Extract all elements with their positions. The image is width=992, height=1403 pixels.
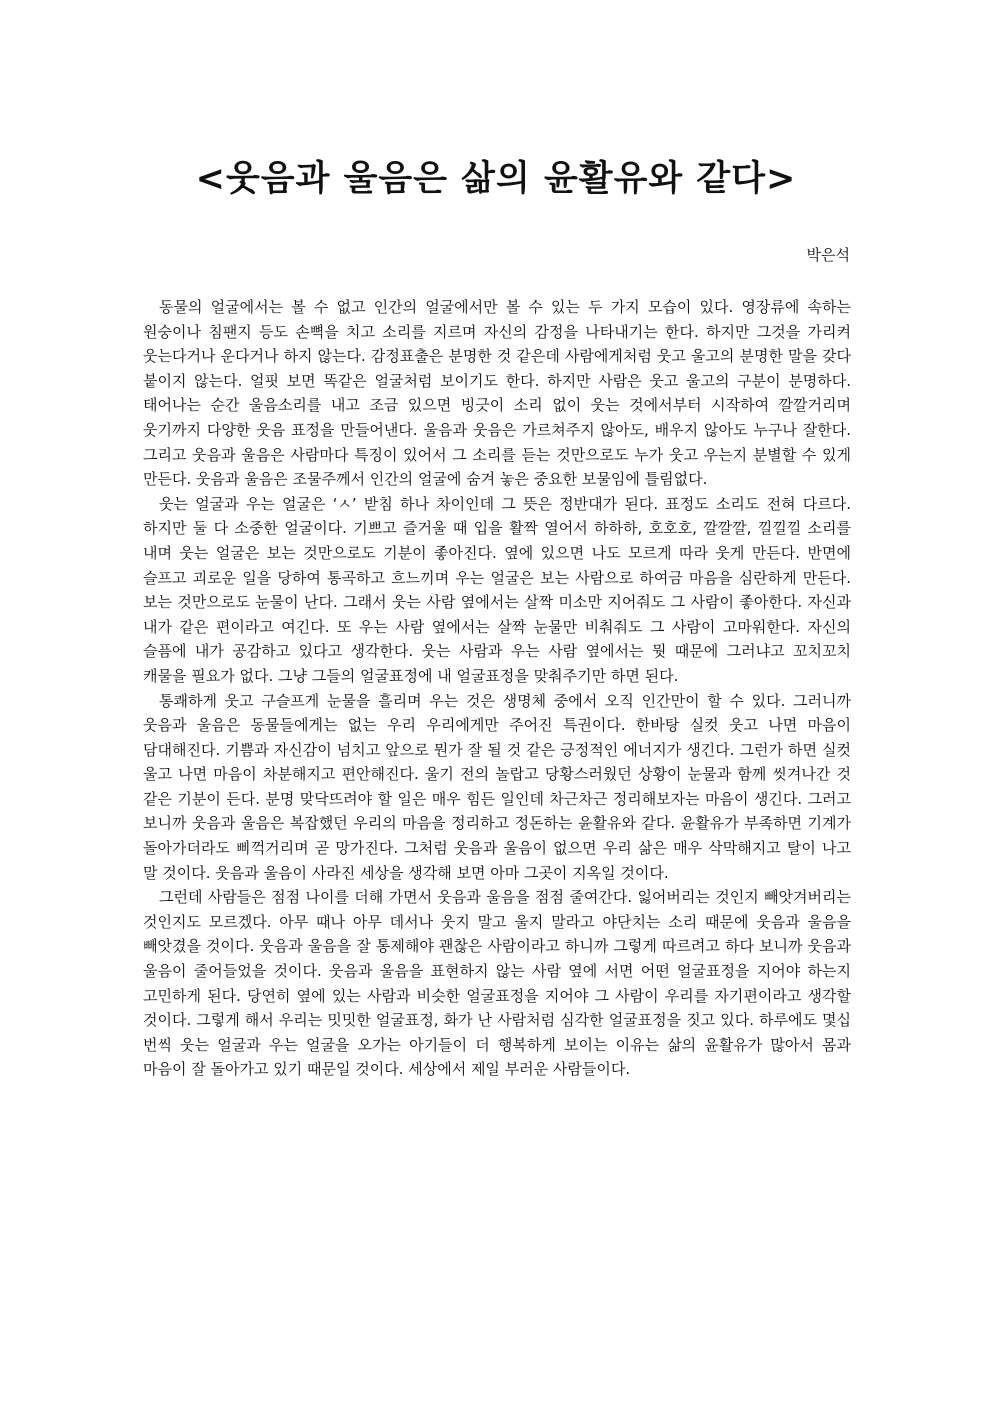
author-name: 박은석 [806, 246, 850, 264]
paragraph: 그런데 사람들은 점점 나이를 더해 가면서 웃음과 울음을 점점 줄여간다. 잃어버리는 것인지 빼앗겨버리는 것인지도 모르겠다. 아무 때나 아무 데서나 웃지 말고 울지 말라고 야단치는 소리 때문에 웃음과 울음을 빼앗겼을 것이다. 웃음과 울음을 잘 통제해야 괜찮은 사람이라고 하니까 그렇게 따르려고 하다 보니까 웃음과 울음이 줄어들었을 것이다. 웃음과 울음을 표현하지 않는 사람 옆에 서면 어떤 얼굴표정을 지어야 하는지 고민하게 된다. 당연히 옆에 있는 사람과 비슷한 얼굴표정을 지어야 그 사람이 우리를 자기편이라고 생각할 것이다. 그렇게 해서 우리는 밋밋한 얼굴표정, 화가 난 사람처럼 심각한 얼굴표정을 짓고 있다. 하루에도 몇십 번씩 웃는 얼굴과 우는 얼굴을 오가는 아기들이 더 행복하게 보이는 이유는 삶의 윤활유가 많아서 몸과 마음이 잘 돌아가고 있기 때문일 것이다. 세상에서 제일 부러운 사람들이다. [143, 888, 851, 1079]
document-body [143, 295, 851, 1082]
paragraph: 웃는 얼굴과 우는 얼굴은 ‘ㅅ’ 받침 하나 차이인데 그 뜻은 정반대가 된다. 표정도 소리도 전혀 다르다. 하지만 둘 다 소중한 얼굴이다. 기쁘고 즐거울 때 입을 활짝 열어서 하하하, 호호호, 깔깔깔, 낄낄낄 소리를 내며 웃는 얼굴은 보는 것만으로도 기분이 좋아진다. 옆에 있으면 나도 모르게 따라 웃게 만든다. 반면에 슬프고 괴로운 일을 당하여 통곡하고 흐느끼며 우는 얼굴은 보는 사람으로 하여금 마음을 심란하게 만든다. 보는 것만으로도 눈물이 난다. 그래서 웃는 사람 옆에서는 살짝 미소만 지어줘도 그 사람이 좋아한다. 자신과 내가 같은 편이라고 여긴다. 또 우는 사람 옆에서는 살짝 눈물만 비춰줘도 그 사람이 고마워한다. 자신의 슬픔에 내가 공감하고 있다고 생각한다. 웃는 사람과 우는 사람 옆에서는 뭣 때문에 그러냐고 꼬치꼬치 캐물을 필요가 없다. 그냥 그들의 얼굴표정에 내 얼굴표정을 맞춰주기만 하면 된다. [143, 494, 851, 685]
document-title: <웃음과 울음은 삶의 윤활유와 같다> [195, 159, 797, 199]
paragraph: 동물의 얼굴에서는 볼 수 없고 인간의 얼굴에서만 볼 수 있는 두 가지 모습이 있다. 영장류에 속하는 원숭이나 침팬지 등도 손뼉을 치고 소리를 지르며 자신의 감정을 나타내기는 한다. 하지만 그것을 가리켜 웃는다거나 운다거나 하지 않는다. 감정표출은 분명한 것 같은데 사람에게처럼 웃고 울고의 분명한 말을 갖다 붙이지 않는다. 얼핏 보면 똑같은 얼굴처럼 보이기도 한다. 하지만 사람은 웃고 울고의 구분이 분명하다. 태어나는 순간 울음소리를 내고 조금 있으면 빙긋이 소리 없이 웃는 것에서부터 시작하여 깔깔거리며 웃기까지 다양한 웃음 표정을 만들어낸다. 울음과 웃음은 가르쳐주지 않아도, 배우지 않아도 누구나 잘한다. 그리고 웃음과 울음은 사람마다 특징이 있어서 그 소리를 듣는 것만으로도 누가 웃고 우는지 분별할 수 있게 만든다. 웃음과 울음은 조물주께서 인간의 얼굴에 숨겨 놓은 중요한 보물임에 틀림없다. [143, 298, 851, 489]
paragraph: 통쾌하게 웃고 구슬프게 눈물을 흘리며 우는 것은 생명체 중에서 오직 인간만이 할 수 있다. 그러니까 웃음과 울음은 동물들에게는 없는 우리 우리에게만 주어진 특권이다. 한바탕 실컷 웃고 나면 마음이 담대해진다. 기쁨과 자신감이 넘치고 앞으로 뭔가 잘 될 것 같은 긍정적인 에너지가 생긴다. 그런가 하면 실컷 울고 나면 마음이 차분해지고 편안해진다. 울기 전의 놀랍고 당황스러웠던 상황이 눈물과 함께 씻겨나간 것 같은 기분이 든다. 분명 맞닥뜨려야 할 일은 매우 힘든 일인데 차근차근 정리해보자는 마음이 생긴다. 그러고 보니까 웃음과 울음은 복잡했던 우리의 마음을 정리하고 정돈하는 윤활유와 같다. 윤활유가 부족하면 기계가 돌아가더라도 삐꺽거리며 곧 망가진다. 그처럼 웃음과 울음이 없으면 우리 삶은 매우 삭막해지고 탈이 나고 말 것이다. 웃음과 울음이 사라진 세상을 생각해 보면 아마 그곳이 지옥일 것이다. [143, 691, 851, 882]
